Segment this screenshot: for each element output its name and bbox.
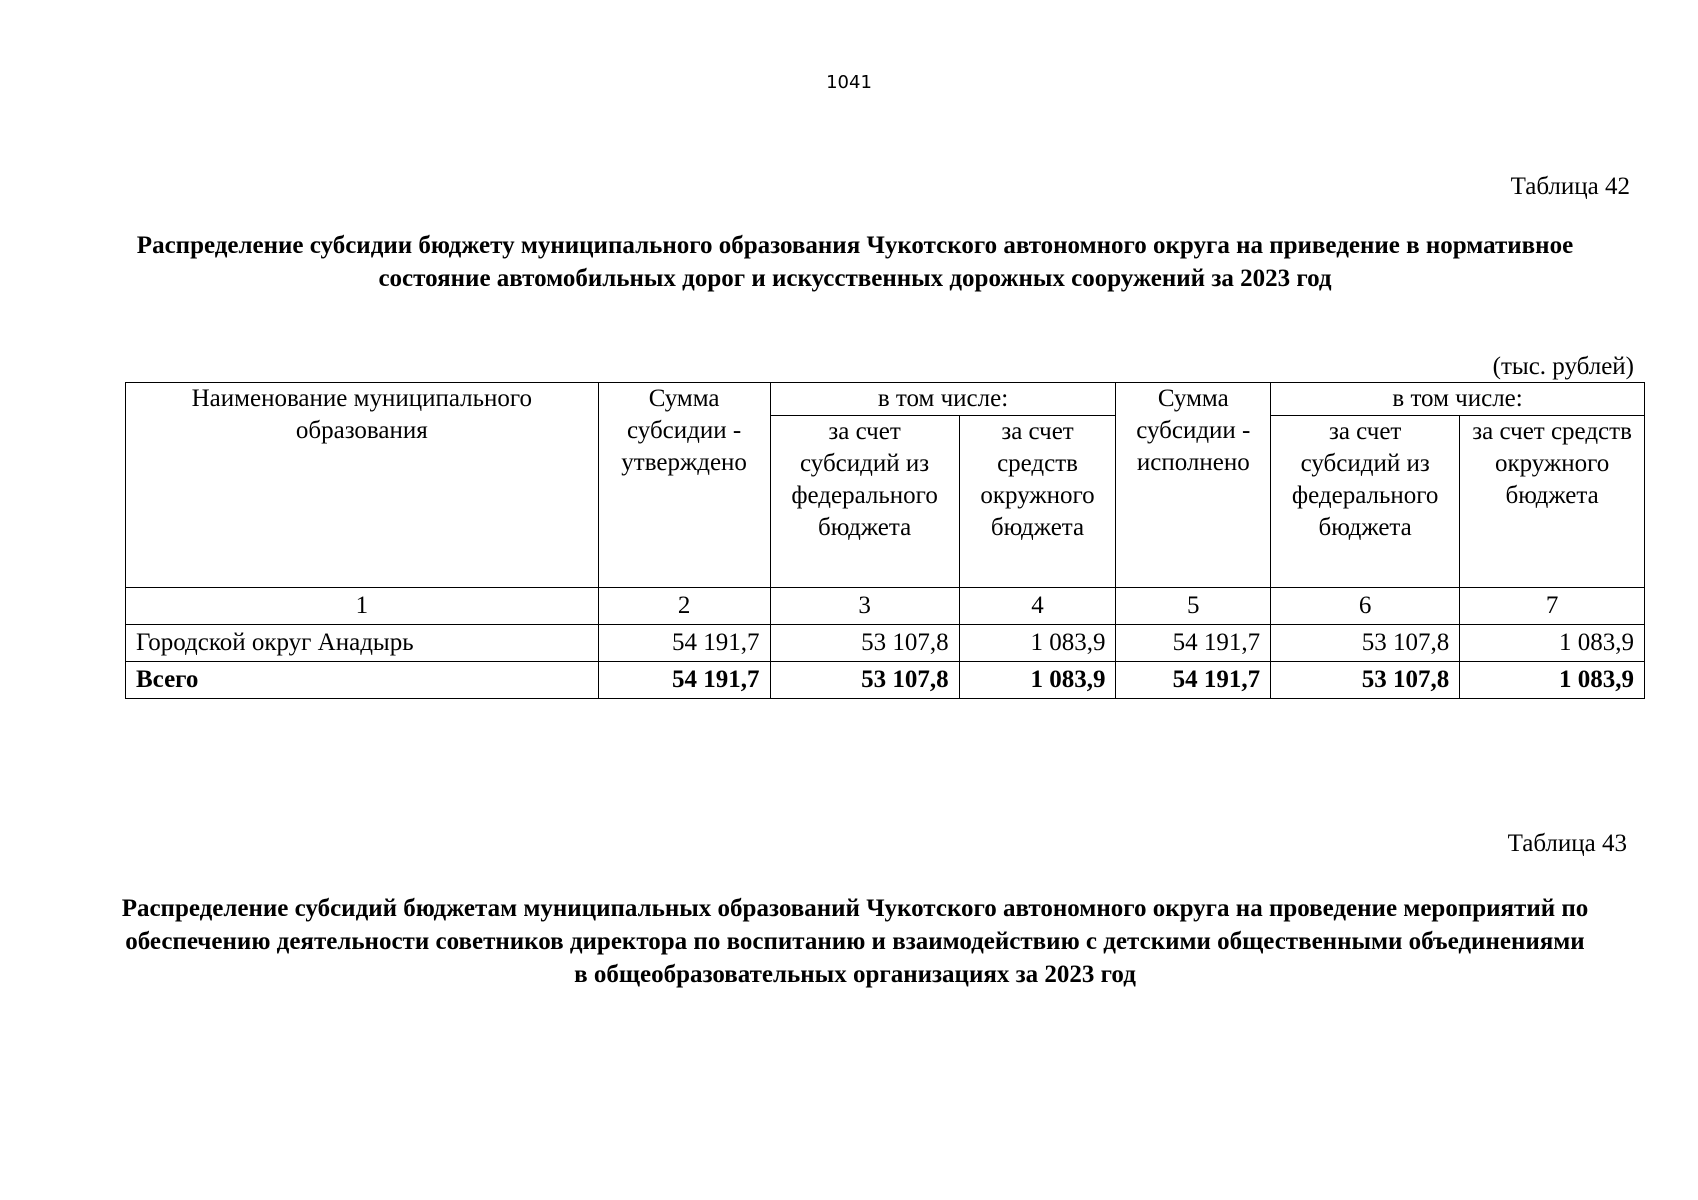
- total-value: 1 083,9: [959, 662, 1116, 699]
- column-number: 6: [1271, 588, 1460, 625]
- table-row: [126, 625, 1645, 662]
- table-42-label: Таблица 42: [1510, 173, 1630, 200]
- subsidy-table-42: [125, 382, 1645, 699]
- header-including-executed: в том числе:: [1271, 383, 1645, 416]
- header-federal-approved: за счет субсидий из федерального бюджета: [770, 416, 959, 588]
- column-number: 7: [1460, 588, 1645, 625]
- total-value: 1 083,9: [1460, 662, 1645, 699]
- header-district-executed: за счет средств окружного бюджета: [1460, 416, 1645, 588]
- column-numbers-row: [126, 588, 1645, 625]
- total-value: 53 107,8: [770, 662, 959, 699]
- row-value: 54 191,7: [1116, 625, 1271, 662]
- total-label: Всего: [126, 662, 599, 699]
- total-value: 53 107,8: [1271, 662, 1460, 699]
- column-number: 4: [959, 588, 1116, 625]
- total-value: 54 191,7: [598, 662, 770, 699]
- header-name: Наименование муниципального образования: [126, 383, 599, 588]
- header-executed: Сумма субсидии - исполнено: [1116, 383, 1271, 588]
- column-number: 3: [770, 588, 959, 625]
- table-43-title: Распределение субсидий бюджетам муниципальных образований Чукотского автономного округа на проведение мероприятий по обеспечению деятельности советников директора по воспитанию и взаимодействию с детскими общественными объединениями в общеобразовательных организациях за 2023 год: [121, 895, 1589, 988]
- header-district-approved: за счет средств окружного бюджета: [959, 416, 1116, 588]
- row-value: 53 107,8: [1271, 625, 1460, 662]
- header-including-approved: в том числе:: [770, 383, 1116, 416]
- header-federal-executed: за счет субсидий из федерального бюджета: [1271, 416, 1460, 588]
- table-42-title: Распределение субсидии бюджету муниципального образования Чукотского автономного округа на приведение в нормативное состояние автомобильных дорог и искусственных дорожных сооружений за 2023 год: [136, 232, 1574, 292]
- page-number: 1041: [826, 72, 872, 93]
- row-value: 54 191,7: [598, 625, 770, 662]
- column-number: 5: [1116, 588, 1271, 625]
- column-number: 1: [126, 588, 599, 625]
- row-value: 1 083,9: [1460, 625, 1645, 662]
- table-43-label: Таблица 43: [1507, 830, 1627, 857]
- header-row-1: [126, 383, 1645, 416]
- total-row: [126, 662, 1645, 699]
- units-label: (тыс. рублей): [1492, 353, 1634, 380]
- row-name: Городской округ Анадырь: [126, 625, 599, 662]
- column-number: 2: [598, 588, 770, 625]
- row-value: 1 083,9: [959, 625, 1116, 662]
- header-approved: Сумма субсидии - утверждено: [598, 383, 770, 588]
- total-value: 54 191,7: [1116, 662, 1271, 699]
- row-value: 53 107,8: [770, 625, 959, 662]
